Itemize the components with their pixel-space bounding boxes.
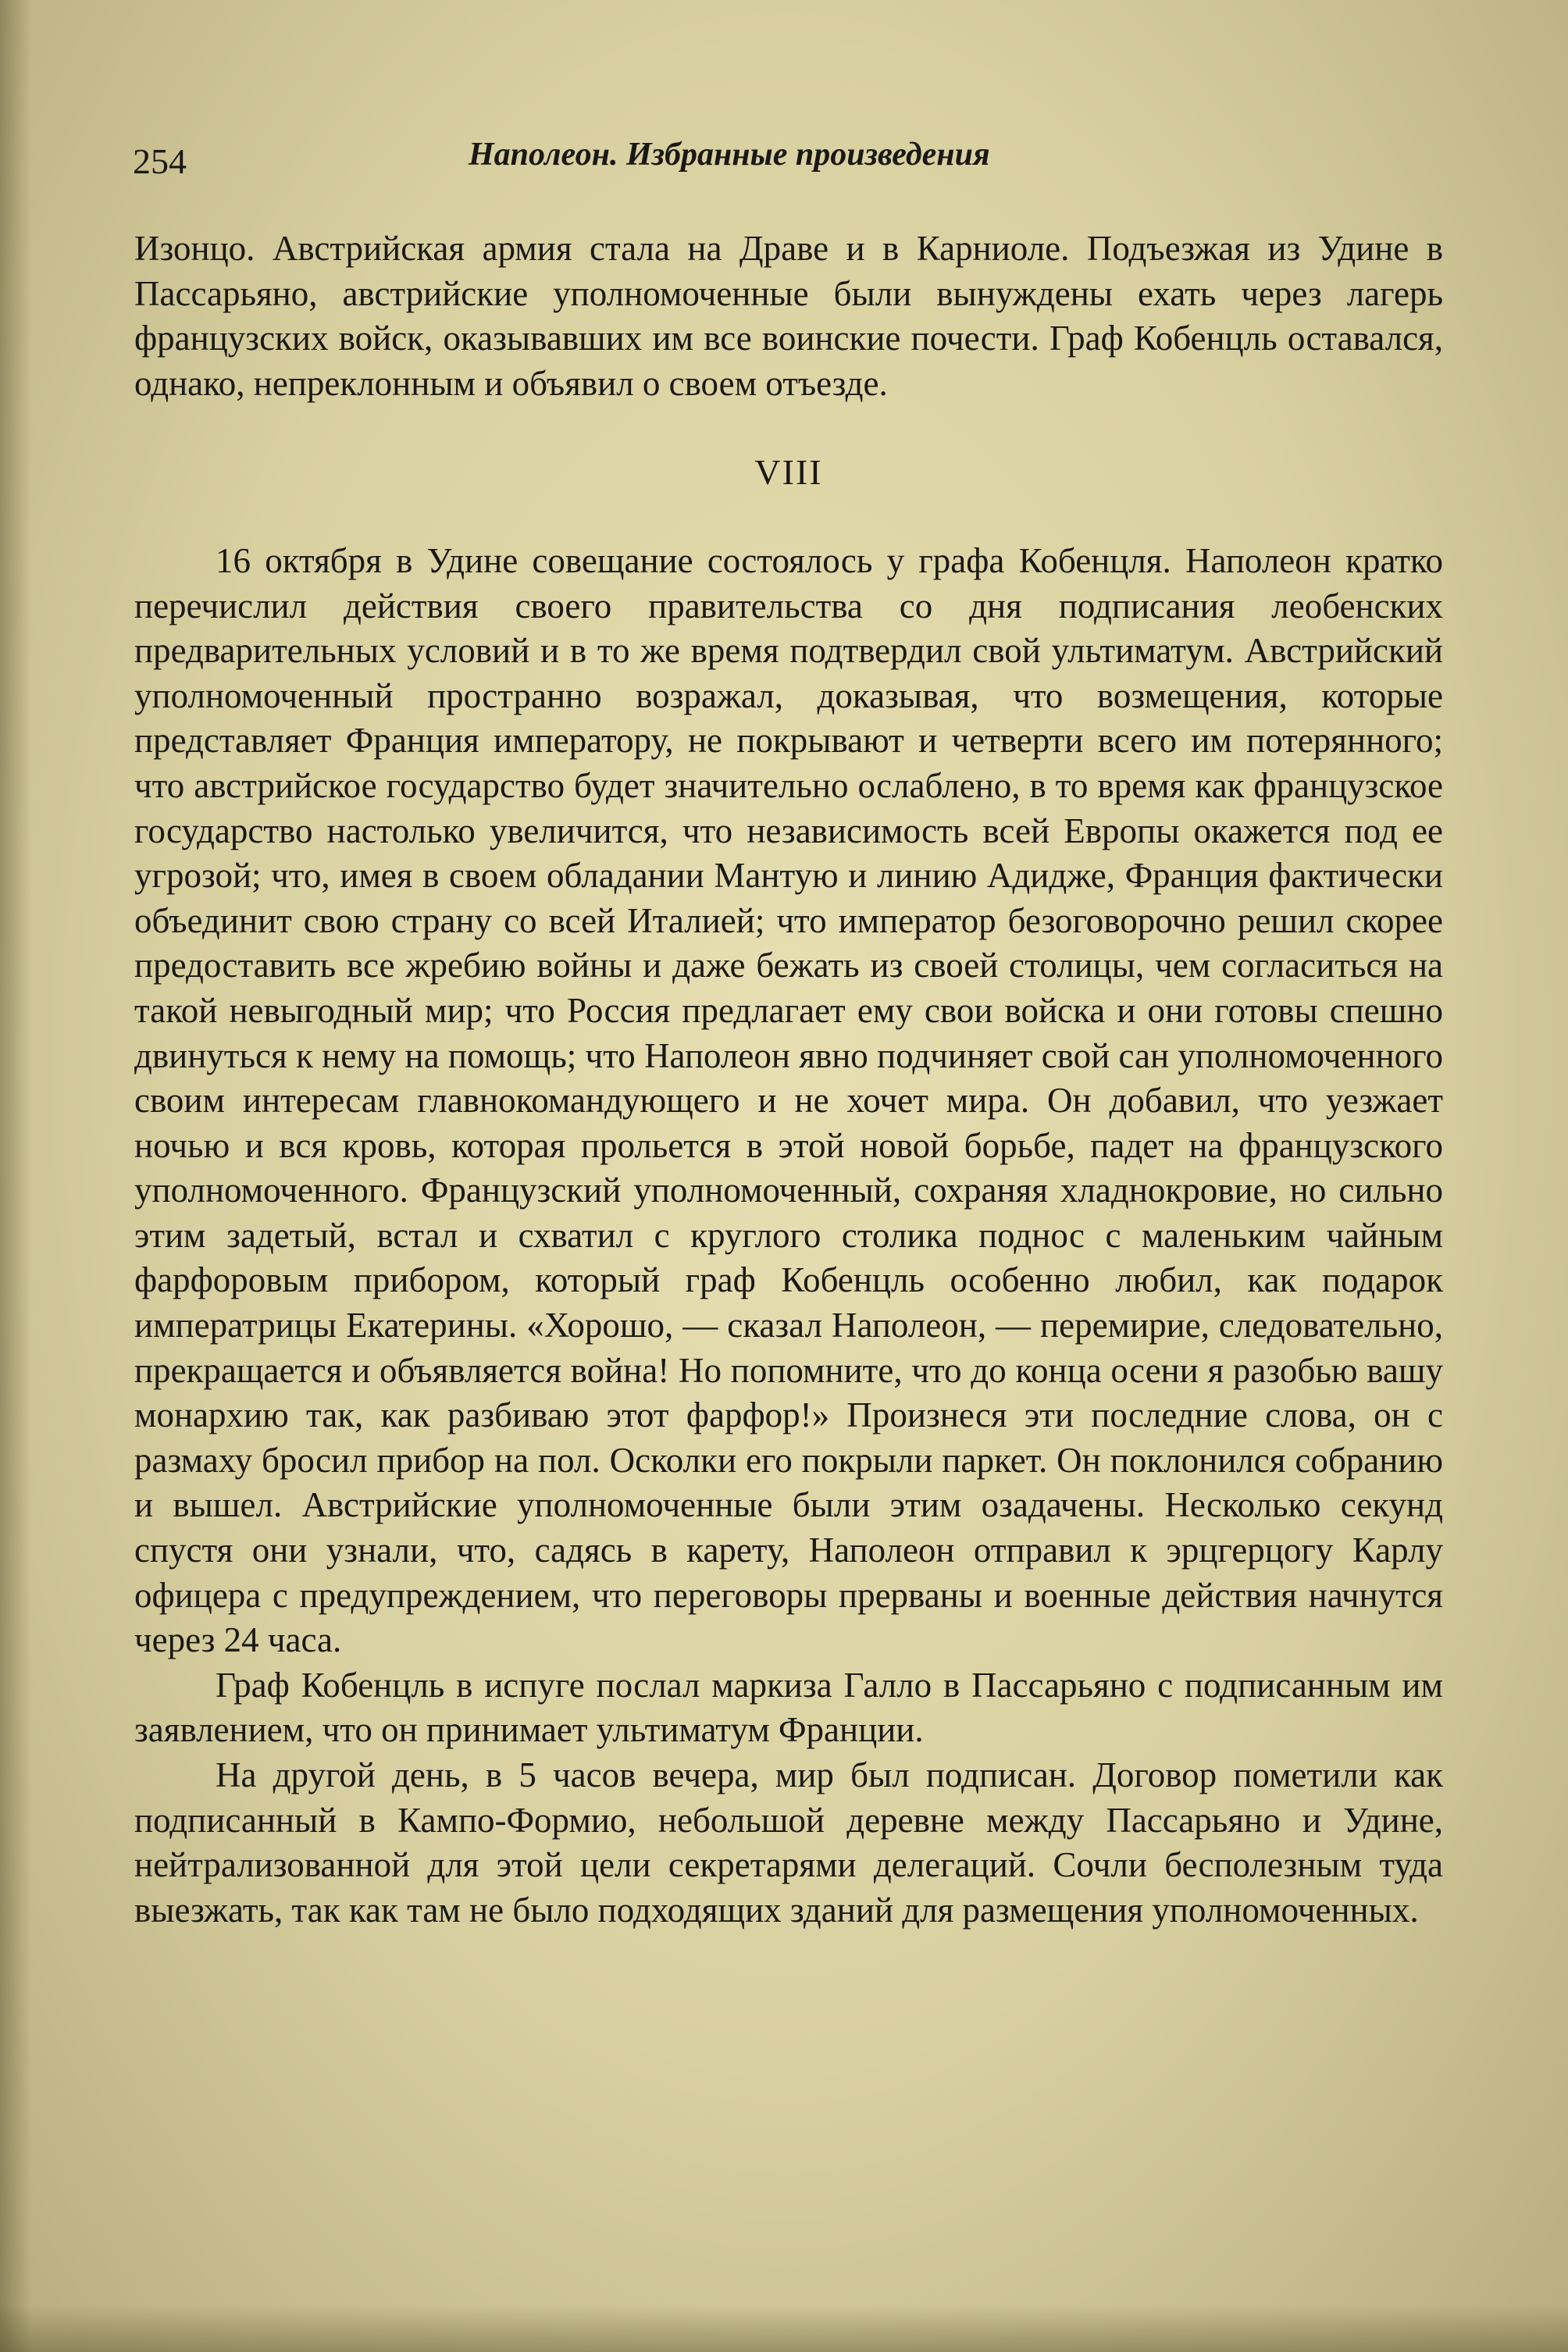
paragraph: 16 октября в Удине совещание состоялось у графа Кобенцля. Наполеон кратко перечислил действия своего правительства со дня подписания леобенских предварительных условий и в то же время подтвердил свой ультиматум. Австрийский уполномоченный пространно возражал, доказывая, что возмещения, которые представляет Франция императору, не покрывают и четверти всего им потерянного; что австрийское государство будет значительно ослаблено, в то время как французское государство настолько увеличится, что независимость всей Европы окажется под ее угрозой; что, имея в своем обладании Мантую и линию Адидже, Франция фактически объединит свою страну со всей Италией; что император безоговорочно решил скорее предоставить все жребию войны и даже бежать из своей столицы, чем согласиться на такой невыгодный мир; что Россия предлагает ему свои войска и они готовы спешно двинуться к нему на помощь; что Наполеон явно подчиняет свой сан уполномоченного своим интересам главнокомандующего и не хочет мира. Он добавил, что уезжает ночью и вся кровь, которая прольется в этой новой борьбе, падет на французского уполномоченного. Французский уполномоченный, сохраняя хладнокровие, но сильно этим задетый, встал и схватил с круглого столика поднос с маленьким чайным фарфоровым прибором, который граф Кобенцль особенно любил, как подарок императрицы Екатерины. «Хорошо, — сказал Наполеон, — перемирие, следовательно, прекращается и объявляется война! Но попомните, что до конца осени я разобью вашу монархию так, как разбиваю этот фарфор!» Произнеся эти последние слова, он с размаху бросил прибор на пол. Осколки его покрыли паркет. Он поклонился собранию и вышел. Австрийские уполномоченные были этим озадачены. Несколько секунд спустя они узнали, что, садясь в карету, Наполеон отправил к эрцгерцогу Карлу офицера с предупреждением, что переговоры прерваны и военные действия начнутся через 24 часа. <box>134 540 1443 1660</box>
paragraph: На другой день, в 5 часов вечера, мир был подписан. Договор пометили как подписанный в Кампо-Формио, небольшой деревне между Пассарьяно и Удине, нейтрализованной для этой цели секретарями делегаций. Сочли бесполезным туда выезжать, так как там не было подходящих зданий для размещения уполномоченных. <box>134 1755 1443 1930</box>
page-edge-shadow <box>0 0 31 2352</box>
paragraph: Граф Кобенцль в испуге послал маркиза Галло в Пассарьяно с подписанным им заявлением, что он принимает ультиматум Франции. <box>134 1665 1443 1750</box>
running-title: Наполеон. Избранные произведения <box>469 137 990 173</box>
page-edge-shadow-bottom <box>0 2305 1568 2352</box>
section-heading: VIII <box>754 452 823 493</box>
paragraph-continuation: Изонцо. Австрийская армия стала на Драве и в Карниоле. Подъезжая из Удине в Пассарьяно, австрийские уполномоченные были вынуждены ехать через лагерь французских войск, оказывавших им все воинские почести. Граф Кобенцль оставался, однако, непреклонным и объявил о своем отъезде. <box>134 229 1443 403</box>
running-head <box>133 133 1460 187</box>
body-text <box>134 226 1443 1933</box>
page-number: 254 <box>133 141 187 181</box>
